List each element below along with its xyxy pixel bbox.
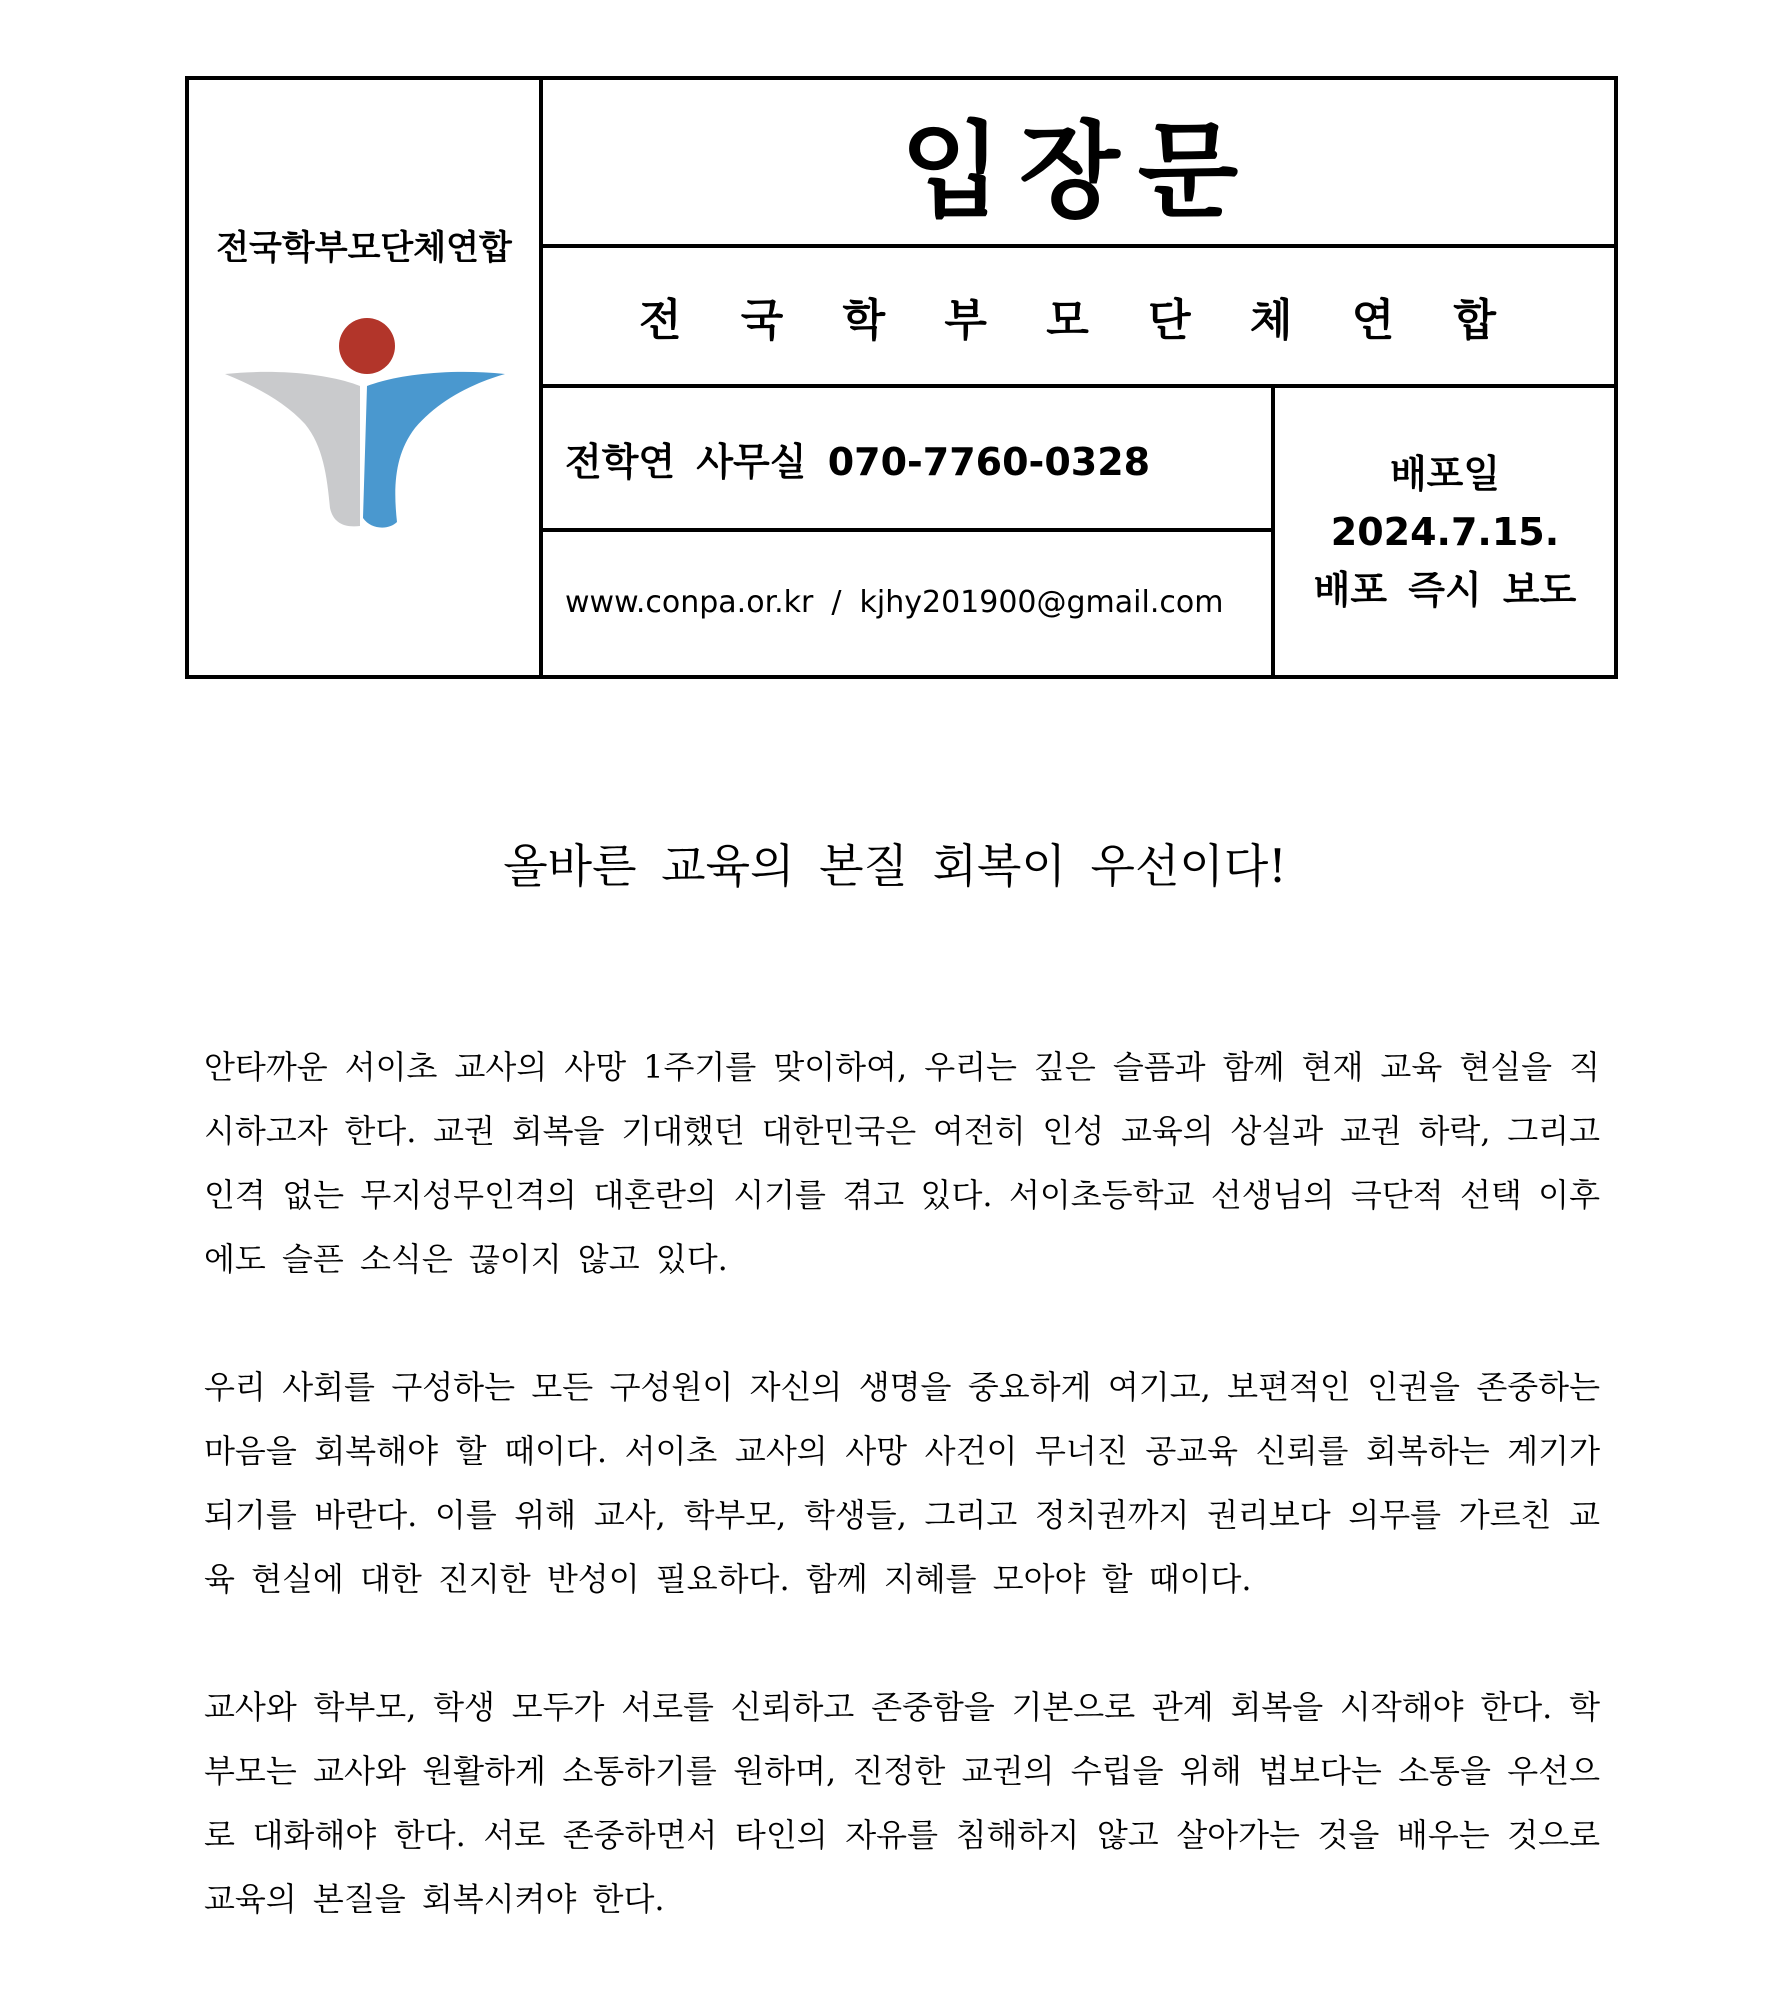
headline: 올바른 교육의 본질 회복이 우선이다! xyxy=(503,839,1287,893)
org-name-left: 전국학부모단체연합 xyxy=(216,228,512,268)
logo-left-arm xyxy=(225,372,360,526)
body-text xyxy=(204,1035,1600,1995)
email-link[interactable]: kjhy201900@gmail.com xyxy=(859,584,1224,620)
logo-right-arm xyxy=(363,372,505,528)
contact-separator: / xyxy=(831,584,842,620)
organization-logo-icon xyxy=(225,316,505,536)
website-link[interactable]: www.conpa.or.kr xyxy=(565,584,814,620)
contact-info xyxy=(565,532,1235,672)
document-title: 입장문 xyxy=(900,110,1257,232)
org-name-spaced: 전 국 학 부 모 단 체 연 합 xyxy=(638,295,1519,346)
paragraph-2: 우리 사회를 구성하는 모든 구성원이 자신의 생명을 중요하게 여기고, 보편적인 인권을 존중하는 마음을 회복해야 할 때이다. 서이초 교사의 사망 사건이 무너진 공교육 신뢰를 회복하는 계기가 되기를 바란다. 이를 위해 교사, 학부모, 학생들, 그리고 정치권까지 권리보다 의무를 가르친 교육 현실에 대한 진지한 반성이 필요하다. 함께 지혜를 모아야 할 때이다. xyxy=(204,1368,1600,1598)
paragraph-3: 교사와 학부모, 학생 모두가 서로를 신뢰하고 존중함을 기본으로 관계 회복을 시작해야 한다. 학부모는 교사와 원활하게 소통하기를 원하며, 진정한 교권의 수립을 위해 법보다는 소통을 우선으로 대화해야 한다. 서로 존중하면서 타인의 자유를 침해하지 않고 살아가는 것을 배우는 것으로 교육의 본질을 회복시켜야 한다. xyxy=(204,1688,1600,1918)
logo-head xyxy=(339,318,395,374)
release-info xyxy=(1275,388,1615,675)
release-date: 2024.7.15. xyxy=(1330,509,1560,554)
paragraph-1: 안타까운 서이초 교사의 사망 1주기를 맞이하여, 우리는 깊은 슬픔과 함께 현재 교육 현실을 직시하고자 한다. 교권 회복을 기대했던 대한민국은 여전히 인성 교육의 상실과 교권 하락, 그리고 인격 없는 무지성무인격의 대혼란의 시기를 겪고 있다. 서이초등학교 선생님의 극단적 선택 이후에도 슬픈 소식은 끊이지 않고 있다. xyxy=(204,1048,1600,1278)
release-label: 배포일 xyxy=(1389,451,1501,496)
header-table xyxy=(185,76,1618,679)
release-note: 배포 즉시 보도 xyxy=(1313,567,1577,612)
office-phone: 전학연 사무실 070-7760-0328 xyxy=(565,439,1151,484)
